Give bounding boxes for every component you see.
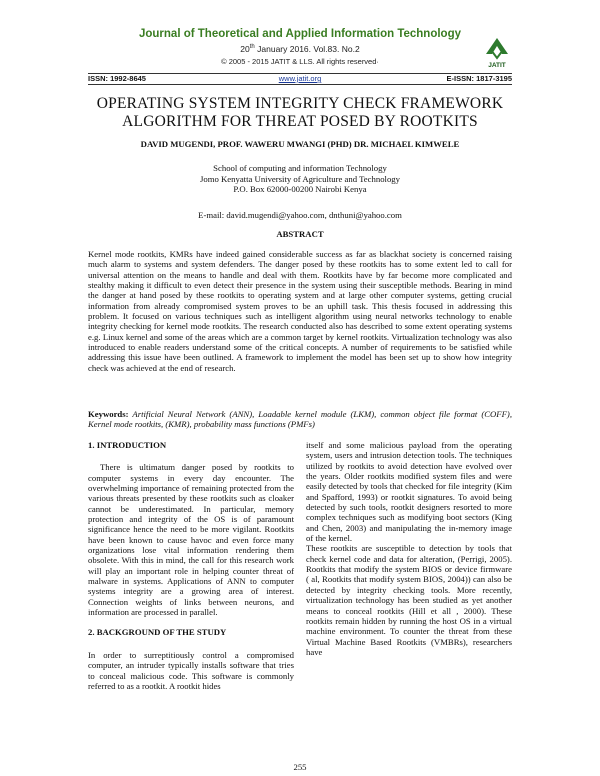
email-line: E-mail: david.mugendi@yahoo.com, dnthuni@yahoo.com — [198, 210, 402, 220]
abstract-heading: ABSTRACT — [276, 229, 324, 239]
eissn: E-ISSN: 1817-3195 — [446, 74, 512, 83]
paper-title: OPERATING SYSTEM INTEGRITY CHECK FRAMEWORK ALGORITHM FOR THREAT POSED BY ROOTKITS — [96, 95, 504, 130]
keywords — [88, 409, 512, 430]
logo-text: JATIT — [488, 62, 506, 69]
journal-title: Journal of Theoretical and Applied Information Technology — [138, 28, 462, 40]
right-column — [306, 440, 512, 657]
authors: DAVID MUGENDI, PROF. WAWERU MWANGI (PHD) DR. MICHAEL KIMWELE — [140, 139, 460, 149]
affiliation-line-3: P.O. Box 62000-00200 Nairobi Kenya — [233, 184, 367, 195]
issue-suffix: th — [249, 44, 255, 51]
issue-rest: January 2016. Vol.83. No.2 — [254, 44, 360, 54]
keywords-label: Keywords: — [88, 409, 129, 419]
background-heading: 2. BACKGROUND OF THE STUDY — [88, 626, 227, 637]
intro-heading: 1. INTRODUCTION — [88, 440, 167, 450]
website-link[interactable]: www.jatit.org — [278, 74, 322, 83]
issue-day: 20 — [240, 44, 250, 54]
copyright-line: © 2005 - 2015 JATIT & LLS. All rights reserved· — [221, 57, 379, 66]
affiliation-line-1: School of computing and information Technology — [213, 163, 387, 173]
keywords-text: Artificial Neural Network (ANN), Loadable kernel module (LKM), common object file format (COFF), Kernel mode rootkits, (KMR), probability mass functions (PMFs) — [88, 409, 512, 430]
header-rule-2 — [88, 84, 512, 85]
page-number: 255 — [293, 762, 307, 772]
issn: ISSN: 1992-8645 — [88, 74, 146, 83]
intro-text: There is ultimatum danger posed by rootkits to computer systems in every day encounter. The overwhelming importance of remaining protected from the various threats presented by these rootkits such as cloaker cannot be underestimated. In particular, memory protection and integrity of the OS is of paramount significance hence the need to be more vigilant. Rootkits have been known to cause havoc and even force many organizations lose vital information rendering them obsolete. With this in mind, the call for this research work will play an important role in helping counter threat of malware in systems. Applications of ANN to computer systems integrity are a growing area of interest. Connection weights of links between neurons, and information are processed in parallel. — [88, 462, 294, 618]
affiliation-line-2: Jomo Kenyatta University of Agriculture and Technology — [200, 173, 400, 184]
background-text: In order to surreptitiously control a compromised computer, an intruder typically installs software that tries to conceal malicious code. This software is commonly referred to as a rootkit. A rootkit hides — [88, 649, 294, 691]
affiliation — [0, 163, 600, 195]
jatit-logo-icon — [482, 36, 512, 70]
right-text-1: itself and some malicious payload from the operating system, users and intrusion detection tools. The techniques utilized by rootkits to avoid detection have evolved over the years. Older rootkits modified system files and were easily detected by tools that checked for file integrity (Kim and Spafford, 1993) or rootkit signatures. To avoid being detected by such tools, rootkit designers resorted to more complex techniques such as modifying boot sectors (King and Chen, 2003) and manipulating the in-memory image of the kernel. — [306, 440, 512, 544]
right-text-2: These rootkits are susceptible to detection by tools that check kernel code and data for alteration, (Perrigi, 2005). Rootkits that modify the system BIOS or device firmware ( al, Rootkits that modify system BIOS, 2004)) can also be detected by integrity checking tools. More recently, virtualization technology has been studied as yet another means to conceal rootkits (Hill et all , 2000). These rootkits remain hidden by running the host OS in a virtual machine environment. To counter the threat from these Virtual Machine Based Rootkits (VMBRs), researchers have — [306, 543, 512, 657]
left-column — [88, 440, 294, 691]
abstract-text: Kernel mode rootkits, KMRs have indeed gained considerable success as far as blackhat society is concerned raising much alarm to systems and system defenders. The danger posed by these rootkits has to some extent led to call for universal attention on the means to handle and deal with them. Rootkits have by far become more complicated and stealthy making it difficult to even detect their presence in the system using their susceptible methods. Bearing in mind the danger at hand posed by these rootkits to operating system and at large other computer systems, getting crucial information from already compromised system proves to be an uphill task. This thesis focused in addressing this problem. It focused on various techniques such as intelligent algorithm using neural networks technology to enable integrity checking for kernel mode rootkits. The research conducted also has described to some extent operating systems e.g. Linux kernel and some of the areas which are a common target by kernel rootkits. Virtualization technology was also introduced to enable readers understand some of the critical concepts. A number of requirements to be satisfied while addressing this issue have been outlined. A framework to implement the model has been set up to show how integrity check was achieved at the end of research. — [88, 249, 512, 373]
